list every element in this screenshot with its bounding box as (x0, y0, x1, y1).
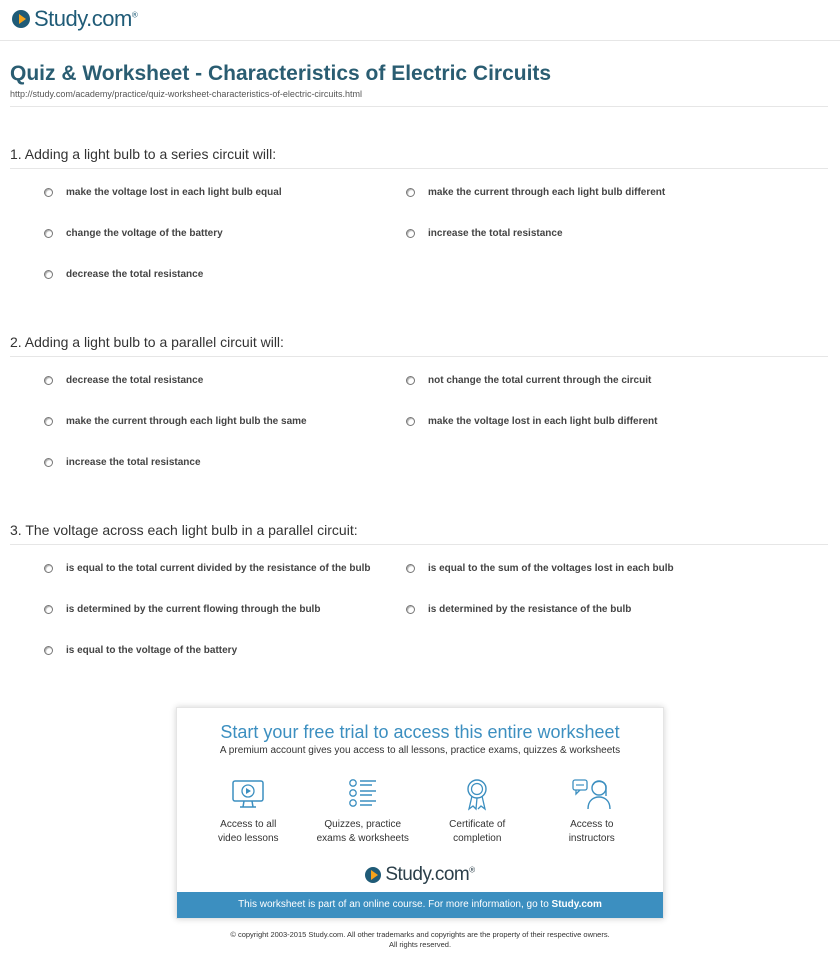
answer-label: is determined by the current flowing through the bulb (66, 604, 321, 615)
question-text: 1. Adding a light bulb to a series circuit will: (10, 146, 277, 162)
answer-option[interactable] (10, 563, 371, 574)
answer-option[interactable] (10, 375, 203, 386)
radio-button[interactable] (44, 188, 53, 197)
premium-promo (176, 707, 664, 919)
answer-option[interactable] (10, 228, 223, 239)
question-text: 3. The voltage across each light bulb in a parallel circuit: (10, 522, 358, 538)
answer-label: decrease the total resistance (66, 269, 204, 280)
answer-label: increase the total resistance (66, 457, 201, 468)
answer-option[interactable] (10, 416, 307, 427)
feature-quizzes (308, 776, 418, 846)
answer-option[interactable] (372, 228, 563, 239)
page-url: http://study.com/academy/practice/quiz-worksheet-characteristics-of-electric-circuits.html (10, 89, 362, 99)
title-divider (10, 106, 828, 107)
feature-instructors (537, 776, 647, 846)
answer-label: make the voltage lost in each light bulb different (428, 416, 658, 427)
feature-certificate (422, 776, 532, 846)
page-title: Quiz & Worksheet - Characteristics of Electric Circuits (10, 62, 552, 85)
radio-button[interactable] (44, 564, 53, 573)
answer-list (10, 357, 828, 487)
answer-option[interactable] (372, 416, 657, 427)
feature-line1: Quizzes, practice (324, 819, 402, 830)
video-lesson-icon (230, 776, 266, 812)
quiz-list-icon (345, 776, 381, 812)
answer-option[interactable] (10, 187, 282, 198)
question-text: 2. Adding a light bulb to a parallel circuit will: (10, 334, 284, 350)
copyright (0, 930, 840, 950)
radio-button[interactable] (44, 605, 53, 614)
feature-list (177, 776, 663, 846)
trademark: ® (131, 10, 138, 20)
promo-title[interactable]: Start your free trial to access this entire worksheet (220, 722, 620, 742)
instructor-icon (571, 776, 613, 812)
radio-button[interactable] (44, 646, 53, 655)
radio-button[interactable] (44, 270, 53, 279)
radio-button[interactable] (44, 417, 53, 426)
feature-line1: Access to (570, 819, 614, 830)
radio-button[interactable] (44, 229, 53, 238)
answer-label: is determined by the resistance of the bulb (428, 604, 632, 615)
question-3 (10, 522, 828, 675)
answer-label: make the voltage lost in each light bulb equal (66, 187, 282, 198)
answer-option[interactable] (372, 563, 674, 574)
radio-button[interactable] (406, 605, 415, 614)
answer-label: is equal to the sum of the voltages lost in each bulb (428, 563, 674, 574)
header-divider (0, 40, 840, 41)
answer-label: decrease the total resistance (66, 375, 204, 386)
promo-bar-link[interactable]: Study.com (551, 899, 602, 910)
answer-label: not change the total current through the circuit (428, 375, 652, 386)
study-logo[interactable] (12, 6, 137, 32)
radio-button[interactable] (44, 458, 53, 467)
feature-line1: Access to all (220, 819, 277, 830)
answer-option[interactable] (10, 645, 237, 656)
answer-label: make the current through each light bulb the same (66, 416, 307, 427)
answer-label: is equal to the total current divided by the resistance of the bulb (66, 563, 371, 574)
answer-label: make the current through each light bulb different (428, 187, 666, 198)
answer-list (10, 169, 828, 299)
answer-option[interactable] (372, 604, 631, 615)
radio-button[interactable] (406, 417, 415, 426)
certificate-icon (459, 776, 495, 812)
promo-bar-text: This worksheet is part of an online course. For more information, go to (238, 899, 549, 910)
brand-name: Study.com (34, 6, 132, 31)
answer-label: is equal to the voltage of the battery (66, 645, 238, 656)
answer-option[interactable] (10, 604, 320, 615)
feature-line2: instructors (568, 833, 615, 844)
question-2 (10, 334, 828, 487)
radio-button[interactable] (406, 564, 415, 573)
answer-option[interactable] (372, 375, 651, 386)
promo-subtitle: A premium account gives you access to all lessons, practice exams, quizzes & worksheets (219, 745, 621, 756)
answer-option[interactable] (10, 457, 201, 468)
radio-button[interactable] (406, 229, 415, 238)
radio-button[interactable] (406, 376, 415, 385)
radio-button[interactable] (44, 376, 53, 385)
feature-line2: completion (453, 833, 502, 844)
copyright-line1: © copyright 2003-2015 Study.com. All other trademarks and copyrights are the property of their respective owners. (230, 930, 610, 939)
copyright-line2: All rights reserved. (388, 940, 452, 949)
play-icon (365, 867, 381, 883)
feature-video-lessons (193, 776, 303, 846)
brand-name: Study.com (385, 864, 470, 885)
answer-option[interactable] (10, 269, 203, 280)
promo-study-logo[interactable] (177, 864, 663, 886)
question-1 (10, 146, 828, 299)
feature-line2: exams & worksheets (316, 833, 409, 844)
trademark: ® (469, 865, 475, 875)
radio-button[interactable] (406, 188, 415, 197)
feature-line1: Certificate of (449, 819, 506, 830)
answer-list (10, 545, 828, 675)
play-icon (12, 10, 30, 28)
answer-label: increase the total resistance (428, 228, 563, 239)
answer-label: change the voltage of the battery (66, 228, 223, 239)
answer-option[interactable] (372, 187, 665, 198)
feature-line2: video lessons (217, 833, 279, 844)
promo-info-bar (177, 892, 663, 918)
